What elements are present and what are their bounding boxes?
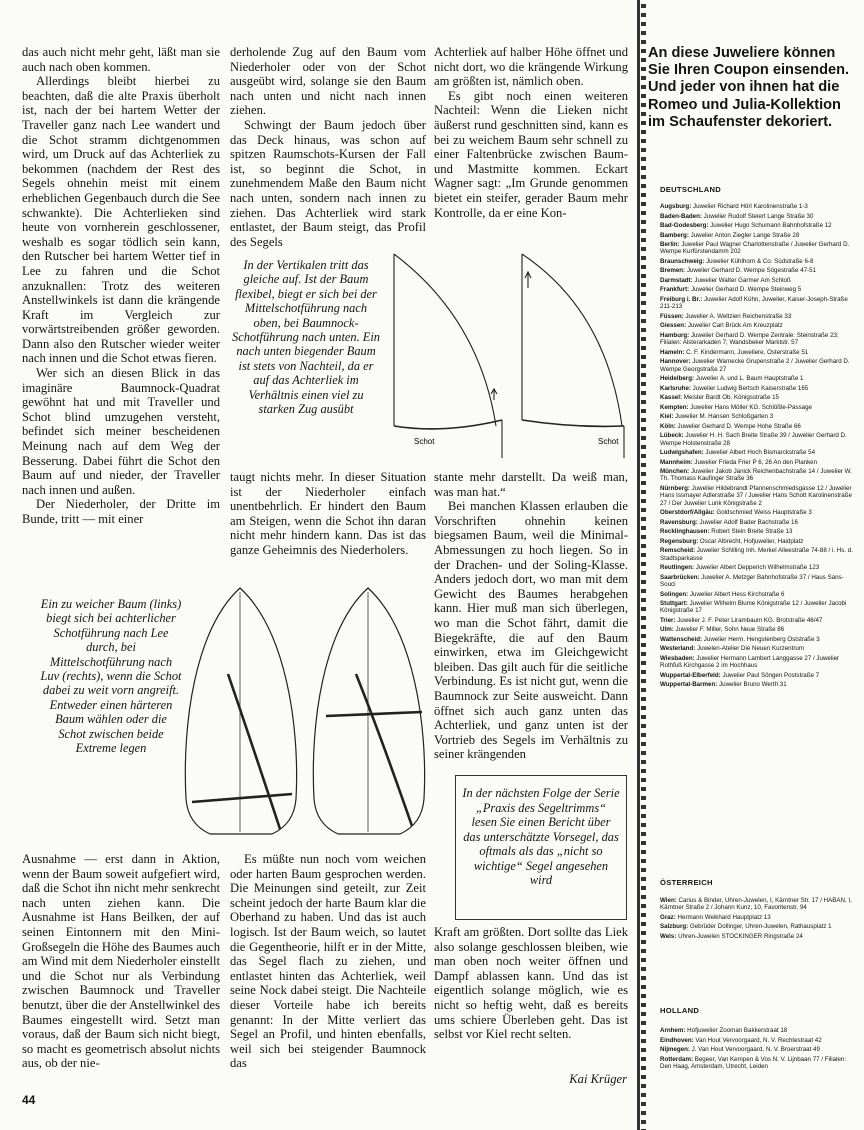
jeweler-address: Juwelier M. Hansen Schloßgarten 3 [673, 413, 774, 421]
jeweler-address: Juwelier Frieda Frier P 6, 26 An den Planken [692, 458, 818, 466]
paragraph: Schwingt der Baum jedoch über das Deck hinaus, was schon auf spitzen Raumschots-Kursen der Fall ist, so beginnt die Schot, in zunehmendem Maße den Baum nicht nach unten, sondern nach innen zu ziehen. Das Achterliek wird stark entlastet, der Baum steigt, das Profil des Segels [230, 117, 426, 249]
jeweler-entry [660, 1046, 856, 1053]
jeweler-address: Juwelier Rudolf Steiert Lange Straße 30 [701, 212, 814, 220]
jeweler-address: Juwelier Anton Ziegler Lange Straße 28 [688, 231, 800, 239]
jeweler-entry [660, 232, 856, 239]
jeweler-city: Eindhoven: [660, 1036, 694, 1044]
jeweler-city: Kiel: [660, 413, 674, 421]
right-sail-figure [522, 254, 624, 458]
jeweler-city: Ravensburg: [660, 518, 698, 526]
paragraph: Der Niederholer, der Dritte im Bunde, tritt — mit einer [22, 497, 220, 526]
jeweler-entry [660, 636, 856, 643]
paragraph: Kraft am größten. Dort sollte das Liek also solange geschlossen bleiben, wie man oben noch weiter öffnen und Dampf ablassen kann. Und das ist eigentlich solange möglich, wie es nicht so heftig weht, daß es bereits ums schiere Überleben geht. Das ist selbst vor Kiel recht selten. [434, 925, 628, 1042]
jeweler-address: Juwelier Hermann Lambert Langgasse 27 / Juwelier Rothfuß Kirchgasse 2 im Hochhaus [660, 654, 840, 670]
jeweler-city: Lübeck: [660, 432, 684, 440]
figure-caption-horizontal: Ein zu weicher Baum (links) biegt sich bei achterlicher Schotführung nach Lee durch, bei Mittelschotführung nach Luv (rechts), wenn die Schot dabei zu weit vorn angreift. Entweder einen härteren Baum wählen oder die Schot zwischen beide Extreme legen [40, 597, 182, 756]
jeweler-city: Nijmegen: [660, 1046, 690, 1053]
jeweler-address: Juwelier Albert Hoch Bismarckstraße 54 [703, 449, 816, 457]
jeweler-city: Oberstdorf/Allgäu: [660, 509, 715, 517]
jeweler-city: Hamburg: [660, 331, 690, 339]
schot-label-left: Schot [414, 437, 435, 446]
jeweler-entry [660, 449, 856, 456]
jeweler-city: Baden-Baden: [660, 212, 702, 220]
jeweler-address: Juwelier Albert Depperich Wilhelmstraße 123 [694, 564, 820, 572]
boom-line [522, 420, 624, 426]
jeweler-city: Wuppertal-Elberfeld: [660, 671, 721, 679]
jeweler-city: Wiesbaden: [660, 654, 695, 662]
jeweler-city: Heidelberg: [660, 375, 695, 383]
jeweler-city: Ulm: [660, 626, 674, 634]
author-signature: Kai Krüger [569, 1072, 627, 1086]
perforation-edge [637, 0, 649, 1130]
jeweler-address: Begeer, Van Kempen & Vos N. V. Lijnbaan 77 / Filialen: Den Haag, Amsterdam, Utrecht, Leiden [660, 1055, 847, 1070]
jeweler-city: Köln: [660, 422, 676, 430]
jeweler-city: Graz: [660, 913, 676, 921]
jeweler-address: Goldschmied Weiss Hauptstraße 3 [714, 509, 812, 517]
jeweler-address: Uhren-Juwelen STOCKINGER Ringstraße 24 [676, 932, 803, 940]
boom-bend-diagram [180, 584, 430, 839]
jeweler-city: Bad-Godesberg: [660, 222, 709, 229]
jeweler-address: Juwelier Albert Hess Kirchstraße 6 [688, 590, 785, 598]
jeweler-address: C. F. Kindermann, Juweliere, Osterstraße 51 [684, 348, 809, 356]
jeweler-entry [660, 213, 856, 220]
jeweler-address: Juwelier J. F. Peter Lirambaum KG. Brotstraße 46/47 [675, 616, 823, 624]
jeweler-entry [660, 547, 856, 562]
jeweler-city: Karlsruhe: [660, 384, 691, 392]
article-column-3-mid [434, 470, 628, 762]
jeweler-address: Juwelier Walter Garmer Am Schloß [692, 276, 791, 284]
jeweler-entry [660, 394, 856, 401]
jeweler-entry [660, 914, 856, 921]
jeweler-city: Mannheim: [660, 458, 693, 466]
jeweler-address: Juwelier F. Miller, Sohn Neue Straße 86 [673, 626, 785, 634]
jeweler-city: Wuppertal-Barmen: [660, 681, 718, 689]
jeweler-entry [660, 404, 856, 411]
jeweler-entry [660, 258, 856, 265]
paragraph: Allerdings bleibt hierbei zu beachten, daß die alte Praxis überholt ist, nach der bei hartem Wetter der Traveller ganz nach Lee wandert und die Schot stramm dichtgenommen wird, um Druck auf das Achterliek zu bekommen (nachdem der Rest des Segels ohnehin meist mit einem erheblichen Gegenbauch durch die See schwankte). Die Achterlieken sind heute von vornherein geschlossener, weshalb es sogar tödlich sein kann, den Rutscher bei hartem Wetter tief in Lee zu fahren und die Schot anzuknallen: Trotz des weiteren Anstellwinkels ist dann die krängende Kraft im Vergleich zur vorwärtstreibenden größer geworden. Dann also den Rutscher wieder weiter nach innen und die Schot etwas fieren. [22, 74, 220, 366]
left-sail-figure [394, 254, 502, 458]
paragraph: Es müßte nun noch vom weichen oder harten Baum gesprochen werden. Die Meinungen sind geteilt, zur Zeit scheint jedoch der harte Baum klar die Oberhand zu haben. Und das ist auch logisch. Ist der Baum weich, so lautet die Gegentheorie, hilft er in der Mitte, das Segel flach zu ziehen, und entlastet hinten das Achterliek, weil seine Nock dabei steigt. Die Nachteile dieser Vorteile habe ich bereits genannt: In der Mitte verliert das Segel an Profil, und hinten ebenfalls, weil sich bei steigender Baumnock das [230, 852, 426, 1071]
jeweler-address: Juwelier Hildebrandt Pfannenschmiedsgasse 12 / Juwelier Hans Issmayer Adlerstraße 37 / Juwelier Hans Schott Karolinenstraße 27 / Der Juwelier Lunk Königstraße 2 [660, 484, 852, 507]
country-heading-austria: ÖSTERREICH [660, 878, 713, 887]
jeweler-entry [660, 313, 856, 320]
jeweler-address: Juwelier Gerhard D. Wempe Steinweg 5 [689, 286, 802, 294]
jeweler-city: Nürnberg: [660, 484, 690, 492]
jeweler-address: Juwelier Bruno Werth 31 [717, 681, 787, 689]
jeweler-address: Van Hout Vervoorgaard, N. V. Rechtestraat 42 [693, 1036, 822, 1044]
jeweler-address: Juwelier A. und L. Baum Hauptstraße 1 [694, 375, 804, 383]
jeweler-address: Juwelier Paul Söngen Poststraße 7 [720, 671, 820, 679]
paragraph: Bei manchen Klassen erlauben die Vorschriften ohnehin keinen biegsamen Baum, weil die Minimal-Abmessungen zu hoch liegen. So in der Drachen- und der Soling-Klasse. Anders jedoch dort, wo man mit dem Gewicht des Baumes herabgehen kann. Hier muß man sich überlegen, wo man die Schot fährt, damit die Biegekräfte, die auf den Baum einwirken, etwa im Gleichgewicht bleiben. Das gilt auch für die seitliche Verbindung. Es ist nicht gut, wenn die Baumnock zur Seite ausweicht. Dann öffnet sich auch ganz unten das Achterliek, und ganz unten ist der Vortrieb des Segels im Verhältnis zu seiner krängenden [434, 499, 628, 762]
jeweler-city: Arnhem: [660, 1027, 686, 1034]
jeweler-city: Wien: [660, 897, 677, 904]
jeweler-address: Juwelier Gerhard D. Wempe Hohe Straße 66 [675, 422, 801, 430]
jeweler-entry [660, 349, 856, 356]
jeweler-address: Juwelier H. H. Sach Breite Straße 39 / Juwelier Gerhard D. Wempe Holstenstraße 28 [660, 432, 847, 447]
jeweler-address: Hermann Weikhard Hauptplatz 13 [675, 913, 771, 921]
left-hull-figure [185, 588, 296, 834]
schot-label-right: Schot [598, 437, 619, 446]
paragraph: Achterliek auf halber Höhe öffnet und nicht dort, wo die krängende Wirkung am größten ist, nämlich oben. [434, 45, 628, 89]
leech-curve [522, 254, 622, 426]
country-heading-holland: HOLLAND [660, 1006, 700, 1015]
hull-outline [313, 588, 424, 834]
jeweler-city: Hameln: [660, 348, 685, 356]
jeweler-city: Berlin: [660, 241, 680, 248]
jeweler-city: Stuttgart: [660, 600, 688, 608]
jeweler-address: Juwelier Gerhard D. Wempe Zentrale: Steinstraße 23; Filialen: Alsterarkaden 7; Wandsbeker Marktstr. 57 [660, 331, 839, 347]
jeweler-address: Juwelier Ludwig Bertsch Kaiserstraße 165 [690, 384, 809, 392]
jeweler-address: Juwelier A. Metzger Bahnhofstraße 37 / Haus Sans-Souci [660, 573, 844, 589]
article-column-2-bottom [230, 852, 426, 1071]
paragraph: stante mehr darstellt. Da weiß man, was man hat.“ [434, 470, 628, 499]
jeweler-city: München: [660, 468, 690, 476]
jeweler-address: Juwelier Herm. Hengstenberg Oststraße 3 [702, 635, 820, 643]
jeweler-address: Gebrüder Dollinger, Uhren-Juwelen, Rathausplatz 1 [688, 923, 832, 931]
jeweler-address: Oscar Albrecht, Hofjuwelier, Haidplatz [698, 537, 804, 545]
jeweler-entry [660, 459, 856, 466]
jeweler-entry [660, 600, 856, 615]
jeweler-entry [660, 413, 856, 420]
article-column-3-top [434, 45, 628, 220]
jeweler-address: Carius & Binder, Uhren-Juwelen, I, Kärntner Str. 17 / HABAN, I, Kärntner Straße 2 / Johann Kunz, 10, Favoritenstr. 94 [660, 897, 852, 912]
jeweler-entry [660, 222, 856, 229]
article-column-2-top [230, 45, 426, 249]
jeweler-entry [660, 655, 856, 670]
jeweler-list-austria [660, 897, 856, 942]
jeweler-city: Giessen: [660, 322, 687, 330]
jeweler-city: Braunschweig: [660, 257, 705, 265]
jeweler-entry [660, 1056, 856, 1071]
jeweler-address: Juwelier Warnecke Grupenstraße 2 / Juwelier Gerhard D. Wempe Georgstraße 27 [660, 358, 850, 373]
jeweler-address: Juwelier Adolf Bader Bachstraße 16 [697, 518, 798, 526]
jeweler-entry [660, 1027, 856, 1034]
jeweler-entry [660, 277, 856, 284]
jeweler-address: Robert Stein Breite Straße 13 [709, 528, 793, 536]
jeweler-entry [660, 358, 856, 373]
article-column-1-bottom [22, 852, 220, 1071]
jeweler-entry [660, 241, 856, 256]
boom-line [394, 420, 502, 429]
traveller-line [192, 794, 292, 802]
jeweler-address: Juwelier Jakob Janick Reichenbachstraße 14 / Juwelier W. Th. Thomass Kaufinger Straße 36 [660, 468, 852, 483]
jeweler-address: Juwelier Carl Brück Am Kreuzplatz [686, 322, 783, 330]
boom-bent [228, 674, 280, 829]
sidebar-headline: An diese Juweliere können Sie Ihren Coupon einsenden. Und jeder von ihnen hat die Romeo und Julia-Kollektion im Schaufenster dekoriert. [648, 45, 850, 130]
jeweler-entry [660, 385, 856, 392]
jeweler-address: Juwelier Kühlhorn & Co. Südstraße 6-8 [704, 257, 814, 265]
paragraph: taugt nichts mehr. In dieser Situation ist der Niederholer einfach unentbehrlich. Er hindert den Baum am Steigen, wenn die Schot ihn daran nicht mehr hindern kann. Das ist das ganze Geheimnis des Niederholers. [230, 470, 426, 557]
jeweler-city: Hannover: [660, 358, 691, 366]
jeweler-city: Solingen: [660, 590, 689, 598]
figure-caption-vertical: In der Vertikalen tritt das gleiche auf. Ist der Baum flexibel, biegt er sich bei der Mittelschotführung nach oben, bei Baumnock-Schotführung nach unten. Ein nach unten biegender Baum ist stets von Nachteil, da er auf das Achterliek im Verhältnis einen viel zu starken Zug ausübt [232, 258, 380, 417]
paragraph: derholende Zug auf den Baum vom Niederholer oder von der Schot ausgeübt wird, solange sie den Baum nach unten und nicht nach innen ziehen. [230, 45, 426, 118]
jeweler-entry [660, 375, 856, 382]
jeweler-city: Kempten: [660, 403, 689, 411]
jeweler-address: Juwelen-Atelier Die Neuen Kurzentrum [695, 645, 804, 653]
jeweler-address: Hofjuwelier Zooman Bakkerstraat 18 [685, 1027, 788, 1034]
jeweler-entry [660, 574, 856, 589]
vertical-sail-diagram [384, 248, 630, 463]
jeweler-city: Augsburg: [660, 203, 692, 210]
jeweler-city: Bamberg: [660, 231, 689, 239]
jeweler-address: Meister Bardt Ob. Königsstraße 15 [682, 394, 779, 402]
jeweler-list-germany [660, 203, 856, 691]
jeweler-address: Juwelier Hugo Schumann Bahnhofstraße 12 [708, 222, 832, 229]
mainsheet-line [326, 712, 422, 716]
jeweler-entry [660, 897, 856, 912]
jeweler-entry [660, 432, 856, 447]
jeweler-city: Wels: [660, 932, 677, 940]
jeweler-entry [660, 286, 856, 293]
jeweler-address: Juwelier Hans Möller KG. Schlößle-Passage [688, 403, 813, 411]
jeweler-address: J. Van Hout Vervoorgaard, N. V. Broerstraat 49 [689, 1046, 820, 1053]
jeweler-address: Juwelier Paul Wagner Charlottenstraße / Juwelier Gerhard D. Wempe Kurfürstendamm 202 [660, 241, 850, 256]
boom-bent [356, 674, 412, 826]
jeweler-address: Juwelier Schilling Inh. Merkel Alleestraße 74-88 / i. Hs. d. Stadtsparkasse [660, 547, 853, 562]
jeweler-city: Trier: [660, 616, 676, 624]
jeweler-city: Saarbrücken: [660, 573, 700, 581]
jeweler-address: Juwelier Adolf Kühn, Juwelier, Kaiser-Joseph-Straße 211-213 [660, 295, 848, 311]
jeweler-city: Freiburg i. Br.: [660, 295, 703, 303]
jeweler-entry [660, 923, 856, 930]
jeweler-city: Ludwigshafen: [660, 449, 704, 457]
jeweler-city: Regensburg: [660, 537, 699, 545]
article-column-3-bottom [434, 925, 628, 1042]
jeweler-entry [660, 564, 856, 571]
jeweler-entry [660, 509, 856, 516]
jeweler-entry [660, 645, 856, 652]
jeweler-city: Recklinghausen: [660, 528, 710, 536]
right-hull-figure [313, 588, 424, 834]
jeweler-entry [660, 1037, 856, 1044]
jeweler-entry [660, 423, 856, 430]
jeweler-city: Wattenscheid: [660, 635, 703, 643]
jeweler-address: Juwelier A. Weltzien Reichenstraße 33 [683, 312, 792, 320]
jeweler-city: Kassel: [660, 394, 683, 402]
jeweler-address: Juwelier Gerhard D. Wempe Sögestraße 47-51 [685, 267, 817, 275]
jeweler-address: Juwelier Wilhelm Blume Königstraße 12 / Juwelier Jacobi Königstraße 17 [660, 600, 847, 615]
jeweler-entry [660, 519, 856, 526]
leech-curve [394, 254, 496, 426]
jeweler-entry [660, 485, 856, 507]
paragraph: Wer sich an diesen Blick in das imaginäre Baumnock-Quadrat gewöhnt hat und mit Traveller und Schot blind umzugehen versteht, befindet sich meiner bescheidenen Meinung nach auf dem Weg der Besserung. Dabei führt die Schot den Baum auf und nieder, der Traveller nach innen und außen. [22, 366, 220, 497]
jeweler-entry [660, 296, 856, 311]
jeweler-city: Darmstadt: [660, 276, 693, 284]
jeweler-entry [660, 626, 856, 633]
jeweler-entry [660, 332, 856, 347]
jeweler-entry [660, 933, 856, 940]
jeweler-entry [660, 591, 856, 598]
jeweler-city: Reutlingen: [660, 564, 695, 572]
country-heading-germany: DEUTSCHLAND [660, 185, 722, 194]
jeweler-list-holland [660, 1027, 856, 1072]
page-number: 44 [22, 1093, 36, 1107]
next-issue-box [455, 775, 627, 920]
jeweler-city: Rotterdam: [660, 1055, 694, 1063]
jeweler-city: Remscheid: [660, 547, 696, 555]
paragraph: Es gibt noch einen weiteren Nachteil: Wenn die Lieken nicht äußerst rund geschnitten sind, kann es bei zu weichem Baum sehr schnell zu einer Faltenbrücke zwischen Baum- und Mastmitte kommen. Eckart Wagner sagt: „Im Grunde genommen bietet ein steifer, gerader Baum mehr Kontrolle, da er eine Kon- [434, 88, 628, 220]
jeweler-entry [660, 322, 856, 329]
jeweler-address: Juwelier Richard Hörl Karolinenstraße 1-3 [691, 203, 808, 210]
paragraph: Ausnahme — erst dann in Aktion, wenn der Baum soweit aufgefiert wird, daß die Schot ihn nicht mehr senkrecht nach unten ziehen kann. Die Ausnahme ist Hans Beilken, der auf seinen Eintonnern mit den Mini-Großsegeln die Höhe des Baumes auch am Wind mit dem Niederholer einstellt und die Schot nur als Verbindung zwischen Baumnock und Traveller benutzt, über die der Anstellwinkel des Baumes eingestellt wird. Setzt man voraus, daß der Baum sich nicht biegt, so macht es geometrisch absolut nichts aus, ob der nie- [22, 852, 220, 1071]
jeweler-city: Frankfurt: [660, 286, 690, 294]
article-column-1-top [22, 45, 220, 527]
jeweler-city: Füssen: [660, 312, 684, 320]
next-issue-text: In der nächsten Folge der Serie „Praxis des Segeltrimms“ lesen Sie einen Bericht über das unterschätzte Vorsegel, das oftmals als das „nicht so wichtige“ Segel angesehen wird [462, 786, 620, 887]
article-column-2-mid [230, 470, 426, 558]
jeweler-entry [660, 203, 856, 210]
jeweler-entry [660, 681, 856, 688]
jeweler-entry [660, 617, 856, 624]
jeweler-entry [660, 528, 856, 535]
jeweler-entry [660, 267, 856, 274]
jeweler-city: Bremen: [660, 267, 686, 275]
jeweler-entry [660, 468, 856, 483]
jeweler-city: Westerland: [660, 645, 696, 653]
jeweler-entry [660, 538, 856, 545]
jeweler-entry [660, 672, 856, 679]
paragraph: das auch nicht mehr geht, läßt man sie auch nach oben kommen. [22, 45, 220, 74]
jeweler-city: Salzburg: [660, 923, 689, 931]
